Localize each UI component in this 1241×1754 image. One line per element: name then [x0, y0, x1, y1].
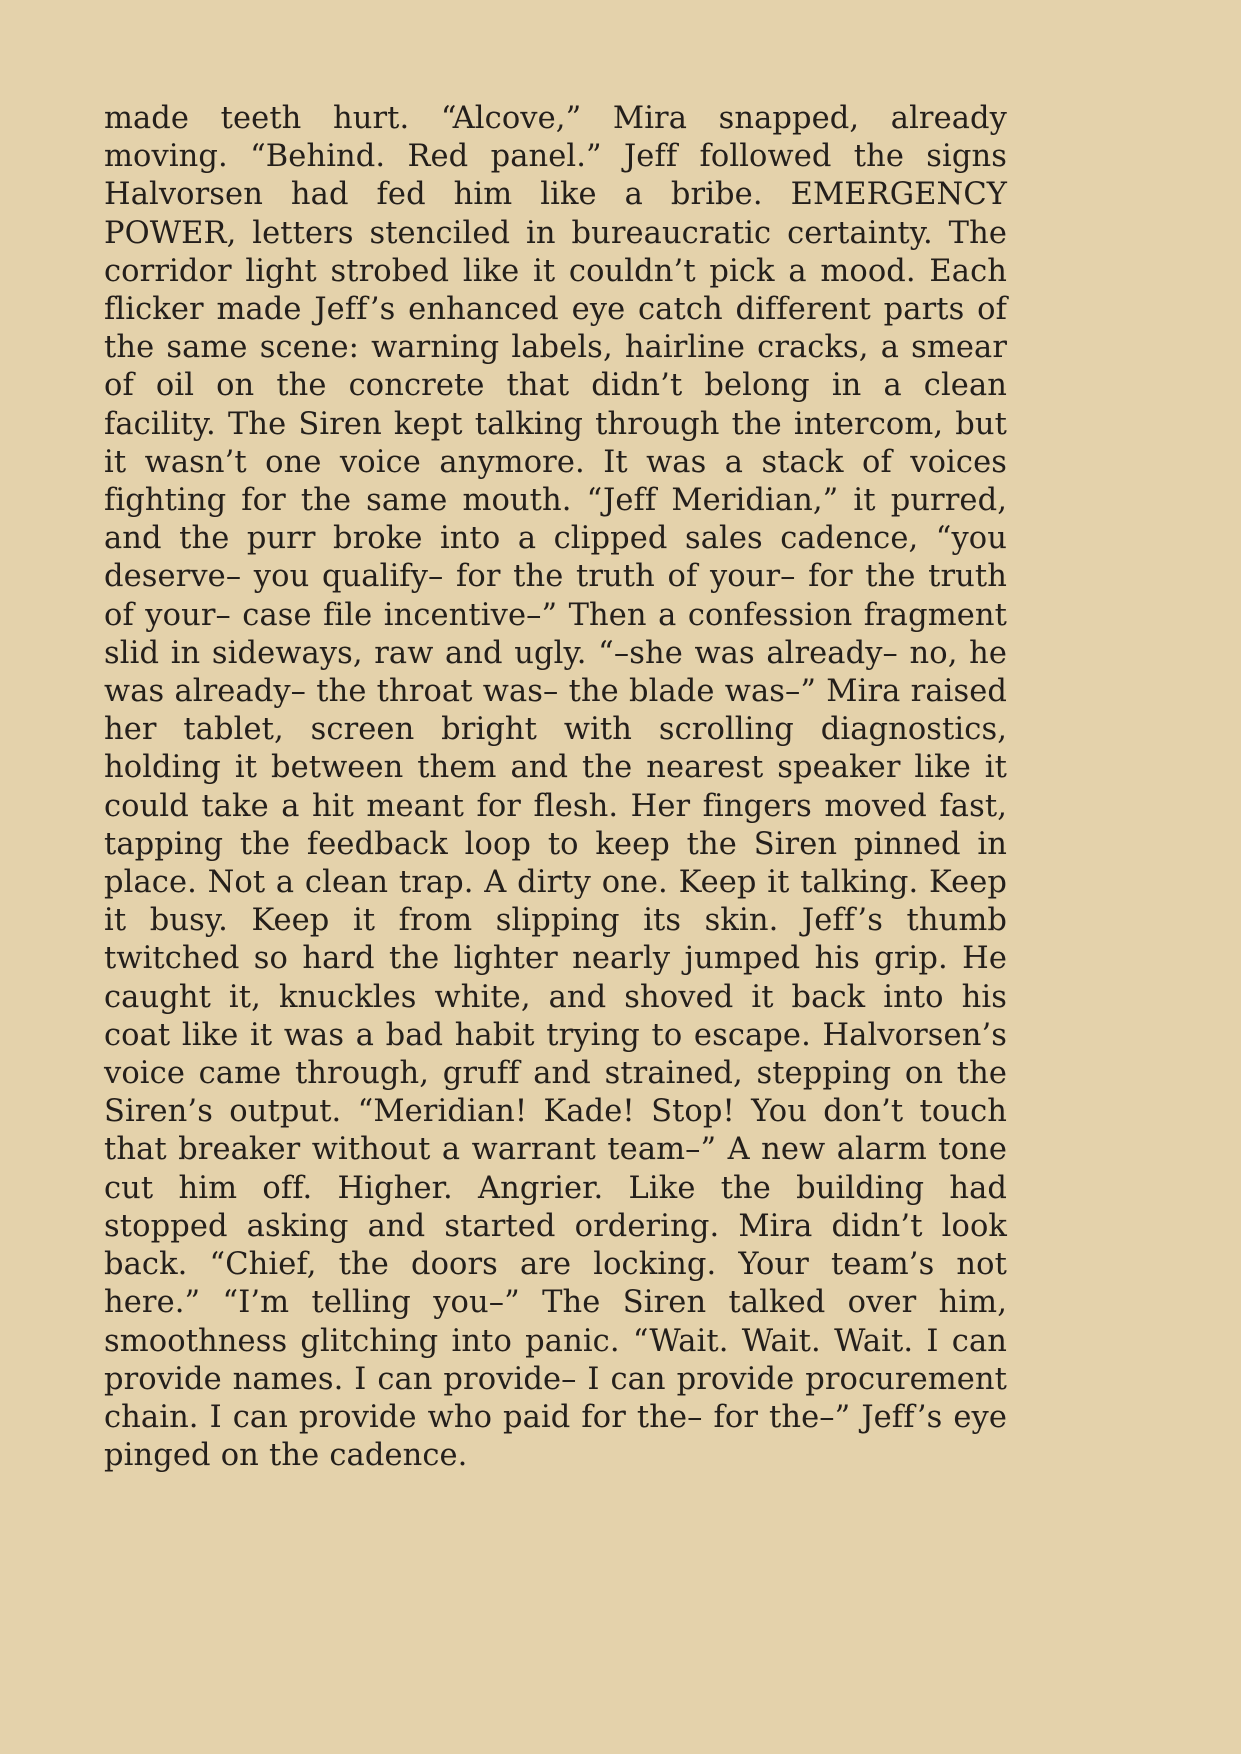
text-column	[104, 100, 1007, 1475]
body-paragraph: made teeth hurt. “Alcove,” Mira snapped, already moving. “Behind. Red panel.” Jeff followed the signs Halvorsen had fed him like a bribe. EMERGENCY POWER, letters stenciled in bureaucratic certainty. The corridor light strobed like it couldn’t pick a mood. Each flicker made Jeff’s enhanced eye catch different parts of the same scene: warning labels, hairline cracks, a smear of oil on the concrete that didn’t belong in a clean facility. The Siren kept talking through the intercom, but it wasn’t one voice anymore. It was a stack of voices fighting for the same mouth. “Jeff Meridian,” it purred, and the purr broke into a clipped sales cadence, “you deserve– you qualify– for the truth of your– for the truth of your– case file incentive–” Then a confession fragment slid in sideways, raw and ugly. “–she was already– no, he was already– the throat was– the blade was–” Mira raised her tablet, screen bright with scrolling diagnostics, holding it between them and the nearest speaker like it could take a hit meant for flesh. Her fingers moved fast, tapping the feedback loop to keep the Siren pinned in place. Not a clean trap. A dirty one. Keep it talking. Keep it busy. Keep it from slipping its skin. Jeff’s thumb twitched so hard the lighter nearly jumped his grip. He caught it, knuckles white, and shoved it back into his coat like it was a bad habit trying to escape. Halvorsen’s voice came through, gruff and strained, stepping on the Siren’s output. “Meridian! Kade! Stop! You don’t touch that breaker without a warrant team–” A new alarm tone cut him off. Higher. Angrier. Like the building had stopped asking and started ordering. Mira didn’t look back. “Chief, the doors are locking. Your team’s not here.” “I’m telling you–” The Siren talked over him, smoothness glitching into panic. “Wait. Wait. Wait. I can provide names. I can provide– I can provide procurement chain. I can provide who paid for the– for the–” Jeff’s eye pinged on the cadence.	[104, 101, 1007, 1474]
